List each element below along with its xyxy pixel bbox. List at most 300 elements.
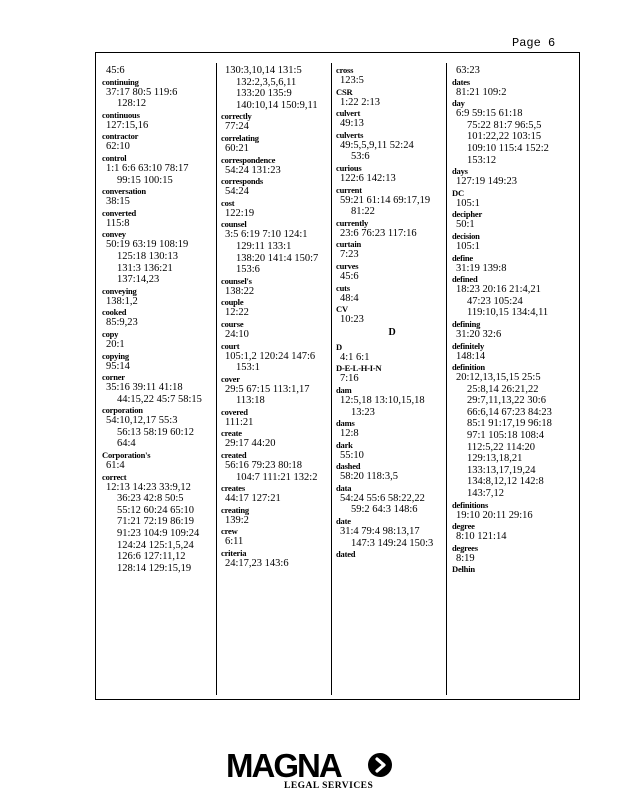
index-term: correct [102, 471, 127, 482]
index-entry [336, 549, 448, 559]
reference-line: 123:5 [340, 75, 364, 86]
index-references [102, 382, 214, 405]
index-entry [221, 276, 333, 298]
index-term: dams [336, 418, 355, 429]
index-references [221, 493, 333, 505]
index-entry [452, 362, 577, 500]
index-references [452, 198, 577, 210]
index-references [221, 186, 333, 198]
reference-line: 23:6 76:23 117:16 [340, 227, 417, 239]
index-term: couple [221, 297, 244, 308]
index-entry [336, 342, 448, 364]
index-references [452, 241, 577, 253]
index-entry [102, 153, 214, 186]
reference-line: 56:13 58:19 60:12 [117, 426, 195, 438]
index-entry [452, 500, 577, 522]
index-term: court [221, 340, 240, 351]
reference-line: 129:13,18,21 [467, 453, 523, 465]
index-term: cross [336, 65, 354, 75]
index-references [336, 118, 448, 130]
index-references [221, 438, 333, 450]
index-entry [221, 219, 333, 275]
index-references [221, 208, 333, 220]
index-references [102, 296, 214, 308]
index-references [336, 471, 448, 483]
reference-line: 49:5,5,9,11 52:24 [340, 139, 414, 151]
index-entry [221, 133, 333, 155]
reference-line: 64:4 [117, 438, 136, 450]
reference-line: 4:1 6:1 [340, 351, 370, 363]
index-references [452, 510, 577, 522]
index-references [221, 384, 333, 407]
reference-line: 54:24 [225, 186, 249, 198]
index-entry [336, 418, 448, 440]
index-entry [102, 131, 214, 153]
reference-line: 122:6 142:13 [340, 172, 396, 184]
reference-line: 115:8 [106, 217, 130, 229]
reference-line: 85:9,23 [106, 317, 138, 329]
reference-line: 105:1 [456, 240, 480, 252]
reference-line: 97:1 105:18 108:4 [467, 430, 545, 442]
reference-line: 1:22 2:13 [340, 96, 380, 108]
index-entry [452, 98, 577, 166]
index-entry [336, 185, 448, 218]
reference-line: 140:10,14 150:9,11 [236, 99, 318, 111]
reference-line: 63:23 [456, 65, 480, 76]
index-term: counsel's [221, 275, 252, 286]
index-references [102, 239, 214, 285]
reference-line: 134:8,12,12 142:8 [467, 476, 544, 488]
page-number: Page 6 [512, 36, 556, 50]
reference-line: 20:12,13,15,15 25:5 [456, 372, 541, 384]
index-entry [221, 198, 333, 220]
index-entry [336, 304, 448, 326]
reference-line: 130:3,10,14 131:5 [225, 65, 302, 76]
reference-line: 137:14,23 [117, 274, 160, 286]
reference-line: 8:10 121:14 [456, 531, 507, 543]
index-references [336, 75, 448, 87]
reference-line: 139:2 [225, 514, 249, 526]
reference-line: 105:1 [456, 197, 480, 209]
index-references [336, 173, 448, 185]
index-entry [221, 319, 333, 341]
index-entry [452, 166, 577, 188]
index-entry [102, 65, 214, 77]
index-references [221, 121, 333, 133]
reference-line: 44:17 127:21 [225, 493, 281, 505]
index-references [452, 372, 577, 500]
reference-line: 31:20 32:6 [456, 328, 502, 340]
index-entry [102, 229, 214, 285]
index-term: cuts [336, 282, 350, 293]
index-references [102, 361, 214, 373]
reference-line: 47:23 105:24 [467, 295, 523, 307]
reference-line: 128:12 [117, 98, 147, 110]
index-references [452, 65, 577, 77]
index-term: covered [221, 406, 248, 417]
index-term: control [102, 152, 127, 163]
index-term: continuous [102, 109, 140, 120]
index-entry [336, 461, 448, 483]
reference-line: 119:10,15 134:4,11 [467, 307, 549, 319]
reference-line: 29:17 44:20 [225, 438, 276, 450]
index-references [336, 314, 448, 326]
index-entry [336, 261, 448, 283]
column-divider [216, 63, 217, 695]
reference-line: 129:11 133:1 [236, 240, 292, 252]
index-entry [221, 483, 333, 505]
index-entry [221, 505, 333, 527]
index-term: correspondence [221, 154, 276, 165]
index-term: CSR [336, 86, 353, 97]
reference-line: 153:6 [236, 264, 260, 276]
index-entry [336, 283, 448, 305]
reference-line: 6:11 [225, 536, 244, 548]
column-divider [446, 63, 447, 695]
reference-line: 48:4 [340, 292, 359, 304]
index-term: correctly [221, 111, 252, 122]
reference-line: 29:7,11,13,22 30:6 [467, 395, 546, 407]
index-term: Delhin [452, 564, 475, 575]
index-term: dates [452, 76, 470, 87]
index-entry [452, 521, 577, 543]
index-term: dam [336, 384, 352, 395]
reference-line: 45:6 [340, 270, 359, 282]
index-entry [336, 163, 448, 185]
reference-line: 138:22 [225, 285, 255, 297]
reference-line: 75:22 81:7 96:5,5 [467, 119, 542, 131]
reference-line: 153:12 [467, 154, 497, 166]
index-references [336, 450, 448, 462]
column-divider [331, 63, 332, 695]
index-entry [102, 372, 214, 405]
index-references [336, 352, 448, 364]
index-term: create [221, 428, 242, 439]
index-references [452, 531, 577, 543]
index-references [102, 218, 214, 230]
index-references [336, 493, 448, 516]
reference-line: 25:8,14 26:21,22 [467, 383, 539, 395]
reference-line: 6:9 59:15 61:18 [456, 108, 523, 120]
index-references [336, 97, 448, 109]
index-term: course [221, 318, 244, 329]
index-term: converted [102, 207, 137, 218]
index-column-1 [102, 65, 214, 574]
reference-line: 60:21 [225, 142, 249, 154]
index-references [102, 120, 214, 132]
index-entry [221, 176, 333, 198]
index-term: day [452, 98, 465, 109]
reference-line: 55:12 60:24 65:10 [117, 504, 195, 516]
index-references [336, 395, 448, 418]
reference-line: 31:19 139:8 [456, 262, 507, 274]
reference-line: 61:4 [106, 460, 125, 472]
reference-line: 53:6 [351, 151, 370, 163]
index-term: contractor [102, 131, 139, 142]
reference-line: 59:21 61:14 69:17,19 [340, 194, 431, 206]
index-entry [221, 450, 333, 483]
index-references [221, 65, 333, 111]
reference-line: 45:6 [106, 65, 125, 76]
index-term: convey [102, 229, 126, 240]
reference-line: 19:10 20:11 29:16 [456, 509, 533, 521]
index-entry [102, 472, 214, 575]
index-term: defining [452, 318, 481, 329]
magna-logo [226, 748, 401, 794]
index-references [452, 108, 577, 166]
index-entry [336, 108, 448, 130]
index-entry [102, 110, 214, 132]
reference-line: 29:5 67:15 113:1,17 [225, 383, 310, 395]
index-term: dated [336, 549, 356, 560]
index-entry [452, 209, 577, 231]
index-entry [102, 450, 214, 472]
index-entry [102, 208, 214, 230]
index-term: curtain [336, 239, 362, 250]
index-entry [336, 130, 448, 163]
reference-line: 54:24 55:6 58:22,22 [340, 492, 425, 504]
index-entry [452, 341, 577, 363]
reference-line: 36:23 42:8 50:5 [117, 493, 184, 505]
index-term: date [336, 516, 351, 527]
reference-line: 54:10,12,17 55:3 [106, 415, 178, 427]
index-references [102, 415, 214, 450]
index-references [221, 307, 333, 319]
reference-line: 10:23 [340, 314, 364, 326]
reference-line: 66:6,14 67:23 84:23 [467, 406, 552, 418]
reference-line: 35:16 39:11 41:18 [106, 382, 183, 394]
reference-line: 24:17,23 143:6 [225, 558, 289, 570]
reference-line: 37:17 80:5 119:6 [106, 86, 178, 98]
index-term: conveying [102, 285, 137, 296]
index-term: degrees [452, 542, 478, 553]
index-entry [336, 87, 448, 109]
index-references [221, 515, 333, 527]
index-references [102, 482, 214, 575]
index-entry [452, 188, 577, 210]
index-references [452, 176, 577, 188]
reference-line: 12:8 [340, 428, 359, 440]
reference-line: 111:21 [225, 416, 254, 428]
index-term: dark [336, 439, 353, 450]
index-entry [221, 374, 333, 407]
index-term: culverts [336, 129, 364, 140]
index-references [452, 284, 577, 319]
reference-line: 132:2,3,5,6,11 [236, 76, 297, 88]
index-references [221, 165, 333, 177]
index-references [102, 339, 214, 351]
index-term: creating [221, 504, 249, 515]
index-term: copying [102, 350, 129, 361]
index-entry [102, 307, 214, 329]
index-entry [102, 351, 214, 373]
index-entry [336, 328, 448, 338]
reference-line: 99:15 100:15 [117, 174, 173, 186]
index-term: days [452, 166, 468, 177]
index-term: definitely [452, 340, 484, 351]
index-entry [221, 548, 333, 570]
index-references [221, 329, 333, 341]
index-references [102, 460, 214, 472]
reference-line: 18:23 20:16 21:4,21 [456, 284, 541, 296]
reference-line: 24:10 [225, 328, 249, 340]
index-entry [221, 341, 333, 374]
index-section-heading: D [388, 326, 396, 338]
index-term: criteria [221, 548, 247, 559]
index-term: culvert [336, 108, 361, 119]
logo-wordmark: MAGNA [226, 747, 341, 784]
reference-line: 147:3 149:24 150:3 [351, 537, 434, 549]
index-term: decision [452, 230, 480, 241]
index-references [452, 87, 577, 99]
index-term: curves [336, 260, 359, 271]
index-term: copy [102, 328, 119, 339]
index-references [452, 263, 577, 275]
reference-line: 55:10 [340, 449, 364, 461]
index-references [102, 87, 214, 110]
index-references [102, 196, 214, 208]
index-references [221, 351, 333, 374]
reference-line: 127:19 149:23 [456, 176, 517, 188]
reference-line: 91:23 104:9 109:24 [117, 528, 200, 540]
index-references [221, 558, 333, 570]
index-entry [102, 286, 214, 308]
reference-line: 56:16 79:23 80:18 [225, 460, 303, 472]
index-term: corner [102, 372, 125, 383]
index-column-4 [452, 65, 577, 574]
index-references [102, 163, 214, 186]
index-term: data [336, 482, 352, 493]
index-column-2 [221, 65, 333, 570]
index-term: created [221, 450, 247, 461]
index-entry [221, 526, 333, 548]
index-term: creates [221, 483, 245, 494]
index-references [221, 417, 333, 429]
index-entry [452, 564, 577, 574]
index-references [221, 229, 333, 275]
index-entry [221, 111, 333, 133]
reference-line: 133:13,17,19,24 [467, 464, 536, 476]
index-term: currently [336, 217, 369, 228]
index-entry [336, 218, 448, 240]
index-term: conversation [102, 186, 146, 197]
reference-line: 131:3 136:21 [117, 262, 173, 274]
index-references [336, 195, 448, 218]
index-entry [221, 155, 333, 177]
index-entry [452, 319, 577, 341]
reference-line: 153:1 [236, 362, 260, 374]
index-references [336, 228, 448, 240]
index-references [452, 553, 577, 565]
index-entry [336, 440, 448, 462]
index-entry [336, 363, 448, 385]
reference-line: 143:7,12 [467, 488, 505, 500]
reference-line: 50:1 [456, 219, 475, 231]
index-entry [336, 239, 448, 261]
index-entry [102, 77, 214, 110]
index-references [221, 286, 333, 298]
index-term: decipher [452, 209, 483, 220]
index-references [336, 373, 448, 385]
reference-line: 124:24 125:1,5,24 [117, 539, 194, 551]
index-term: dashed [336, 461, 361, 472]
index-term: cooked [102, 307, 127, 318]
index-term: cover [221, 373, 240, 384]
reference-line: 127:15,16 [106, 119, 149, 131]
reference-line: 148:14 [456, 350, 486, 362]
index-references [452, 219, 577, 231]
index-references [336, 249, 448, 261]
reference-line: 104:7 111:21 132:2 [236, 471, 318, 483]
index-term: correlating [221, 132, 259, 143]
reference-line: 54:24 131:23 [225, 164, 281, 176]
reference-line: 113:18 [236, 395, 265, 407]
reference-line: 138:1,2 [106, 295, 138, 307]
index-entry [221, 297, 333, 319]
index-entry [452, 231, 577, 253]
reference-line: 128:14 129:15,19 [117, 562, 192, 574]
index-references [452, 351, 577, 363]
index-references [336, 140, 448, 163]
index-term: current [336, 184, 362, 195]
index-entry [221, 65, 333, 111]
index-term: D-E-L-H-I-N [336, 363, 382, 374]
index-term: CV [336, 304, 348, 315]
reference-line: 8:19 [456, 552, 475, 564]
index-term: degree [452, 521, 475, 532]
reference-line: 125:18 130:13 [117, 250, 178, 262]
index-page-frame [95, 52, 580, 700]
reference-line: 62:10 [106, 141, 130, 153]
index-entry [336, 385, 448, 418]
reference-line: 95:14 [106, 360, 130, 372]
index-references [336, 428, 448, 440]
index-references [221, 143, 333, 155]
index-entry [452, 543, 577, 565]
index-entry [452, 77, 577, 99]
index-entry [102, 329, 214, 351]
reference-line: 7:16 [340, 373, 359, 385]
index-term: counsel [221, 219, 247, 230]
reference-line: 13:23 [351, 406, 375, 418]
reference-line: 38:15 [106, 196, 130, 208]
index-entry [452, 253, 577, 275]
reference-line: 44:15,22 45:7 58:15 [117, 393, 202, 405]
reference-line: 81:21 109:2 [456, 86, 507, 98]
index-term: define [452, 252, 473, 263]
index-term: definition [452, 362, 485, 373]
index-references [221, 536, 333, 548]
index-entry [221, 428, 333, 450]
reference-line: 20:1 [106, 338, 125, 350]
index-column-3 [336, 65, 448, 559]
index-term: corresponds [221, 176, 264, 187]
reference-line: 59:2 64:3 148:6 [351, 504, 418, 516]
index-term: defined [452, 274, 478, 285]
reference-line: 12:22 [225, 307, 249, 319]
index-term: curious [336, 162, 362, 173]
index-references [336, 271, 448, 283]
index-term: definitions [452, 499, 489, 510]
reference-line: 50:19 63:19 108:19 [106, 239, 189, 251]
index-term: DC [452, 187, 464, 198]
index-references [102, 65, 214, 77]
index-term: D [336, 341, 342, 352]
index-entry [336, 516, 448, 549]
reference-line: 12:5,18 13:10,15,18 [340, 394, 425, 406]
index-references [336, 526, 448, 549]
reference-line: 7:23 [340, 249, 359, 261]
